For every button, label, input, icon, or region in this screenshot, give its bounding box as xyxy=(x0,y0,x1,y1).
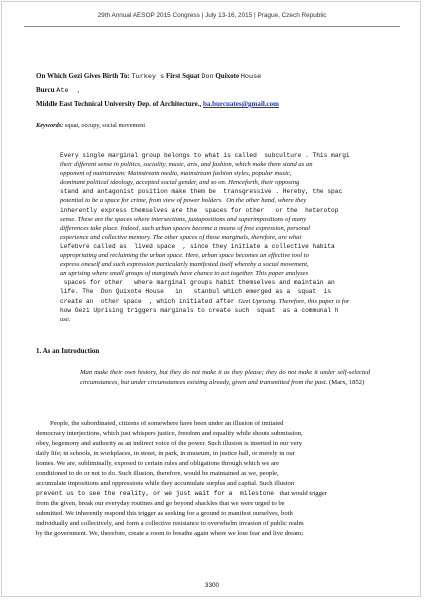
affiliation-text: Middle East Technical University Dep. of Architecture., xyxy=(36,100,202,108)
body-paragraph xyxy=(36,419,390,539)
abstract-line xyxy=(60,297,424,306)
epigraph-citation: (Marx, 1852) xyxy=(329,379,365,386)
abstract-line-segment: inherently express themselves are the spaces for other or the heterotop xyxy=(60,206,339,214)
body-line-segment: accumulate impositions and oppressions while they accumulate surplus and capital. Such illusion xyxy=(36,480,295,487)
title-part-5: Quixote xyxy=(215,72,240,80)
abstract-line-segment: life. The Don Quixote House in stanbul which emerged as a squat is xyxy=(60,288,332,296)
body-line xyxy=(36,499,390,509)
author-last-name: Ate , xyxy=(56,87,81,95)
abstract-line xyxy=(60,287,424,296)
body-line-segment: that would trigger xyxy=(277,490,328,497)
body-line-segment: by the government. We, therefore, create a room to breathe again where we lose fear and live dream; xyxy=(36,530,304,537)
abstract-line-segment: how Gezi Uprising triggers marginals to create such squat as a communal h xyxy=(60,306,339,314)
abstract-line xyxy=(60,278,424,287)
body-line-segment: submitted. We inherently respond this trigger as seeking for a ground to manifest ourselves, both xyxy=(36,510,293,517)
author xyxy=(36,86,81,95)
abstract-line-segment: Every single marginal group belongs to what is called subculture . This margi xyxy=(60,152,350,159)
epigraph-quote: Man make their own history, but they do not make it as they please; they do not make it under self-selected circumstances, but under circumstances existing already, given and transmitted from the past. xyxy=(80,369,370,386)
abstract-line xyxy=(60,242,424,251)
abstract-line-segment: experience and collective memory. The other spaces of those marginals, therefore, are what xyxy=(60,233,302,241)
body-line xyxy=(36,419,390,429)
body-line-segment: obey, hegemony and authority as an indirect voice of the power. Such illusion is inserted in our very xyxy=(36,440,303,447)
abstract-line-segment: opponent of mainstream: Mainstream media, mainstream fashion styles, popular music, xyxy=(60,170,292,178)
keywords-label: Keywords: xyxy=(36,122,64,129)
abstract-line-segment: their different sense in politics, sociality, music, arts, and fashion, which make them stand as an xyxy=(60,161,313,169)
author-email-link[interactable]: ba.burcuates@gmail.com xyxy=(202,100,279,108)
abstract-line-segment: an uprising where small groups of marginals have chance to act together. This paper analyzes xyxy=(60,270,309,278)
abstract-line xyxy=(60,315,424,324)
abstract-line xyxy=(60,206,424,215)
affiliation xyxy=(36,100,279,108)
abstract-line xyxy=(60,151,424,160)
body-line xyxy=(36,509,390,519)
abstract-line xyxy=(60,196,424,205)
abstract-line-segment: potential to be a space for crime, from view of power holders. On the other hand, where they xyxy=(60,197,307,205)
body-line-segment: prevent us to see the reality, or we just wait for a milestone xyxy=(36,490,278,497)
running-header: 29th Annual AESOP 2015 Congress | July 13-16, 2015 | Prague, Czech Republic xyxy=(97,12,327,19)
abstract-line xyxy=(60,224,424,233)
title-part-3: First Squat xyxy=(165,72,200,80)
abstract-line xyxy=(60,215,424,224)
abstract-line-segment: differences take place. Indeed, such urban spaces become a means of free expression, personal xyxy=(60,224,311,232)
abstract-line-segment: dominant political ideology, accepted social gender, and so on. Henceforth, their opposing xyxy=(60,179,300,187)
abstract-line-segment: sense. These are the spaces where intersections, juxtapositions and superimpositions of many xyxy=(60,215,307,223)
paper-title xyxy=(36,72,261,81)
title-part-6: House xyxy=(240,73,262,81)
abstract-line xyxy=(60,178,424,187)
title-part-4: Don xyxy=(201,73,214,81)
header-rule xyxy=(24,26,400,27)
abstract xyxy=(60,151,424,324)
abstract-line-segment: express oneself and such expression particularly manifested itself whereby a social movement, xyxy=(60,261,309,269)
abstract-line xyxy=(60,260,424,269)
section-heading: 1. As an Introduction xyxy=(36,347,100,355)
body-line-segment: from the given, break our everyday routines and go beyond shackles that we were urged to be xyxy=(36,500,285,507)
body-line xyxy=(36,469,390,479)
abstract-line xyxy=(60,233,424,242)
abstract-line xyxy=(60,187,424,196)
body-line-segment: People, the subordinated, citizens of somewhere have been under an illusion of imitated xyxy=(50,420,284,427)
title-part-2: Turkey s xyxy=(131,73,165,81)
abstract-line-segment: spaces for other where marginal groups habit themselves and maintain an xyxy=(60,279,335,287)
abstract-line xyxy=(60,160,424,169)
body-line xyxy=(36,479,390,489)
abstract-line xyxy=(60,306,424,315)
body-line xyxy=(36,429,390,439)
body-line-segment: conditioned to do or not to do. Such illusion, therefore, would be maintained as we, people, xyxy=(36,470,279,477)
epigraph xyxy=(80,368,370,388)
title-part-1: On Which Gezi Gives Birth To: xyxy=(36,72,130,80)
author-first-name: Burcu xyxy=(36,86,55,94)
body-line-segment: homes. We are, subliminally, exposed to certain rules and obligations through which we are xyxy=(36,460,280,467)
abstract-line-segment: stand and antagonist position make them be transgressive . Hereby, the spac xyxy=(60,188,343,196)
body-line xyxy=(36,519,390,529)
body-line xyxy=(36,489,390,499)
body-line xyxy=(36,439,390,449)
body-line-segment: daily life; in schools, in workplaces, in street, in park, in museum, in justice hall, or merely in our xyxy=(36,450,295,457)
abstract-line-segment: Lefebvre called as lived space , since they initiate a collective habita xyxy=(60,242,335,250)
abstract-line-segment: Gezi Uprising. Therefore, this paper is for xyxy=(238,297,350,305)
abstract-line xyxy=(60,251,424,260)
body-line-segment: individually and collectively, and form a collective resistance to overwhelm invasion of public realm xyxy=(36,520,304,527)
abstract-line-segment: use. xyxy=(60,315,71,323)
abstract-line-segment: create an other space , which initiated after xyxy=(60,297,239,305)
abstract-line xyxy=(60,269,424,278)
page-number: 3300 xyxy=(204,582,220,589)
body-line xyxy=(36,459,390,469)
abstract-line xyxy=(60,169,424,178)
body-line-segment: democracy interjections, which just whispers justice, freedom and equality while shouts submission, xyxy=(36,430,303,437)
keywords xyxy=(36,122,145,129)
keywords-value: squat, occupy, social movement xyxy=(64,122,146,129)
abstract-line-segment: appropriating and reclaiming the urban space. Here, urban space becomes an effective tool to xyxy=(60,252,309,260)
body-line xyxy=(36,529,390,539)
body-line xyxy=(36,449,390,459)
